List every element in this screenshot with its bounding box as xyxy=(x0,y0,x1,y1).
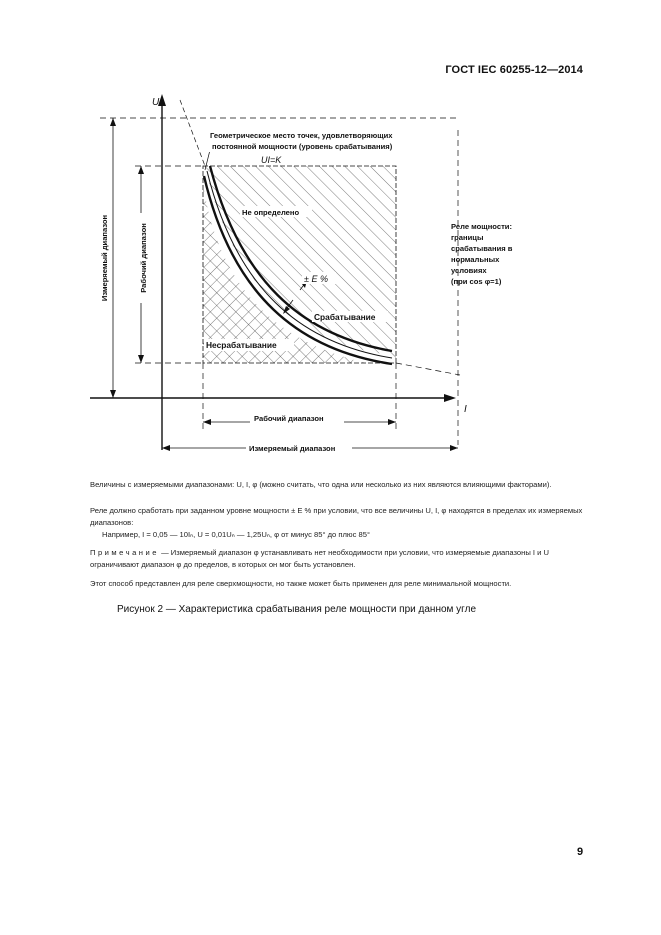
note-text: — Измеряемый диапазон φ устанавливать нет необходимости при условии, что измеряемые диапазоны I и U ограничивают диапазон φ до пределов, в которых он мог быть установлен. xyxy=(90,548,549,569)
paragraph-quantities: Величины с измеряемыми диапазонами: U, I, φ (можно считать, что одна или несколько из них являются влияющими факторами). xyxy=(90,480,552,489)
relay-note-line: Реле мощности: xyxy=(451,222,512,231)
i-axis-label: I xyxy=(464,404,467,415)
i-axis-arrow xyxy=(444,394,456,402)
relay-note-line: условиях xyxy=(451,266,487,275)
paragraph-condition: Реле должно сработать при заданном уровне мощности ± E % при условии, что все величины U, I, φ находятся в пределах их измеряемых диапазонов: xyxy=(90,506,583,527)
u-axis-label: U xyxy=(152,97,160,108)
working-range-v-label: Рабочий диапазон xyxy=(139,223,148,293)
paragraph-application: Этот способ представлен для реле сверхмощности, но также может быть применен для реле минимальной мощности. xyxy=(90,579,512,588)
figure-caption: Рисунок 2 — Характеристика срабатывания реле мощности при данном угле xyxy=(117,604,477,615)
locus-label-line1: Геометрическое место точек, удовлетворяющих xyxy=(210,131,393,140)
page-number: 9 xyxy=(577,846,584,858)
measured-range-h-label: Измеряемый диапазон xyxy=(249,444,336,453)
relay-note-line: границы xyxy=(451,233,484,242)
locus-label-line2: постоянной мощности (уровень срабатывания) xyxy=(212,142,393,151)
relay-note-line: (при cos φ=1) xyxy=(451,277,502,286)
measured-range-v-label: Измеряемый диапазон xyxy=(100,214,109,302)
tolerance-label: ± E % xyxy=(304,274,328,284)
paragraph-note xyxy=(90,547,590,571)
ui-k-label: UI=K xyxy=(261,155,282,165)
working-range-h-label: Рабочий диапазон xyxy=(254,414,324,423)
paragraph-example: Например, I = 0,05 — 10Iₙ, U = 0,01Uₙ — 1,25Uₙ, φ от минус 85° до плюс 85° xyxy=(102,530,371,539)
relay-note xyxy=(451,222,513,286)
curve-extension xyxy=(396,363,460,375)
operate-label: Срабатывание xyxy=(314,312,376,322)
standard-header: ГОСТ IEC 60255-12—2014 xyxy=(445,64,583,76)
note-label: Примечание xyxy=(90,548,159,557)
relay-note-line: срабатывания в xyxy=(451,244,513,253)
no-operate-label: Несрабатывание xyxy=(206,340,277,350)
relay-note-line: нормальных xyxy=(451,255,500,264)
undefined-label: Не определено xyxy=(242,208,300,217)
